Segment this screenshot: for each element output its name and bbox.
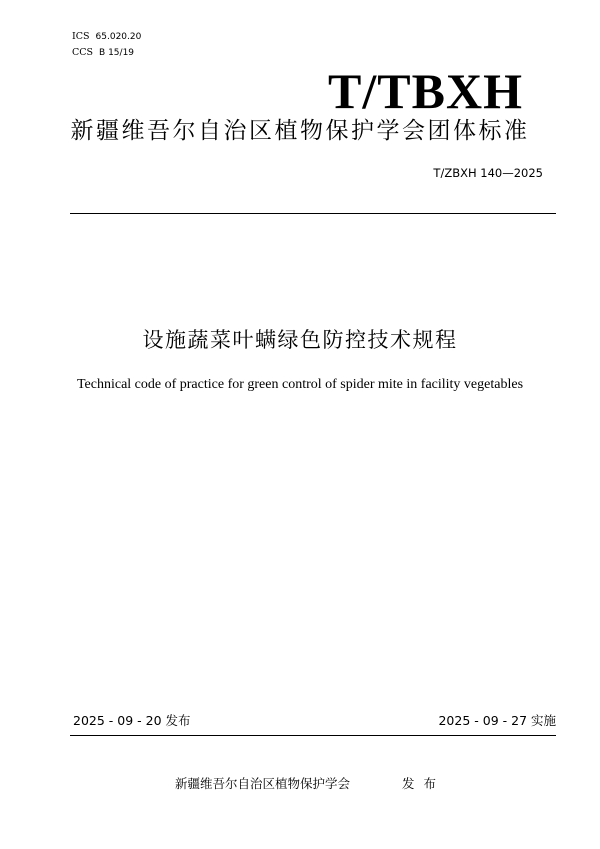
ccs-label: CCS <box>72 47 94 58</box>
ccs-code: B 15/19 <box>99 48 135 58</box>
publish-date: 2025 - 09 - 20 发布 <box>73 713 191 728</box>
issuer-title: 新疆维吾尔自治区植物保护学会团体标准 <box>70 118 530 144</box>
document-title-chinese: 设施蔬菜叶螨绿色防控技术规程 <box>142 328 458 352</box>
standard-logo: T/TBXH <box>328 63 523 119</box>
implement-date: 2025 - 09 - 27 实施 <box>438 713 556 728</box>
top-divider <box>70 213 556 214</box>
ics-code: 65.020.20 <box>95 32 142 42</box>
standard-number: T/ZBXH 140—2025 <box>433 166 543 180</box>
bottom-divider <box>70 735 556 736</box>
ccs-line <box>72 47 134 59</box>
ics-line <box>72 31 141 43</box>
ics-label: ICS <box>72 31 90 42</box>
document-title-english: Technical code of practice for green control of spider mite in facility vegetables <box>76 377 524 392</box>
footer-issuer: 新疆维吾尔自治区植物保护学会 <box>175 776 351 791</box>
footer-publish-label: 发布 <box>402 776 446 791</box>
